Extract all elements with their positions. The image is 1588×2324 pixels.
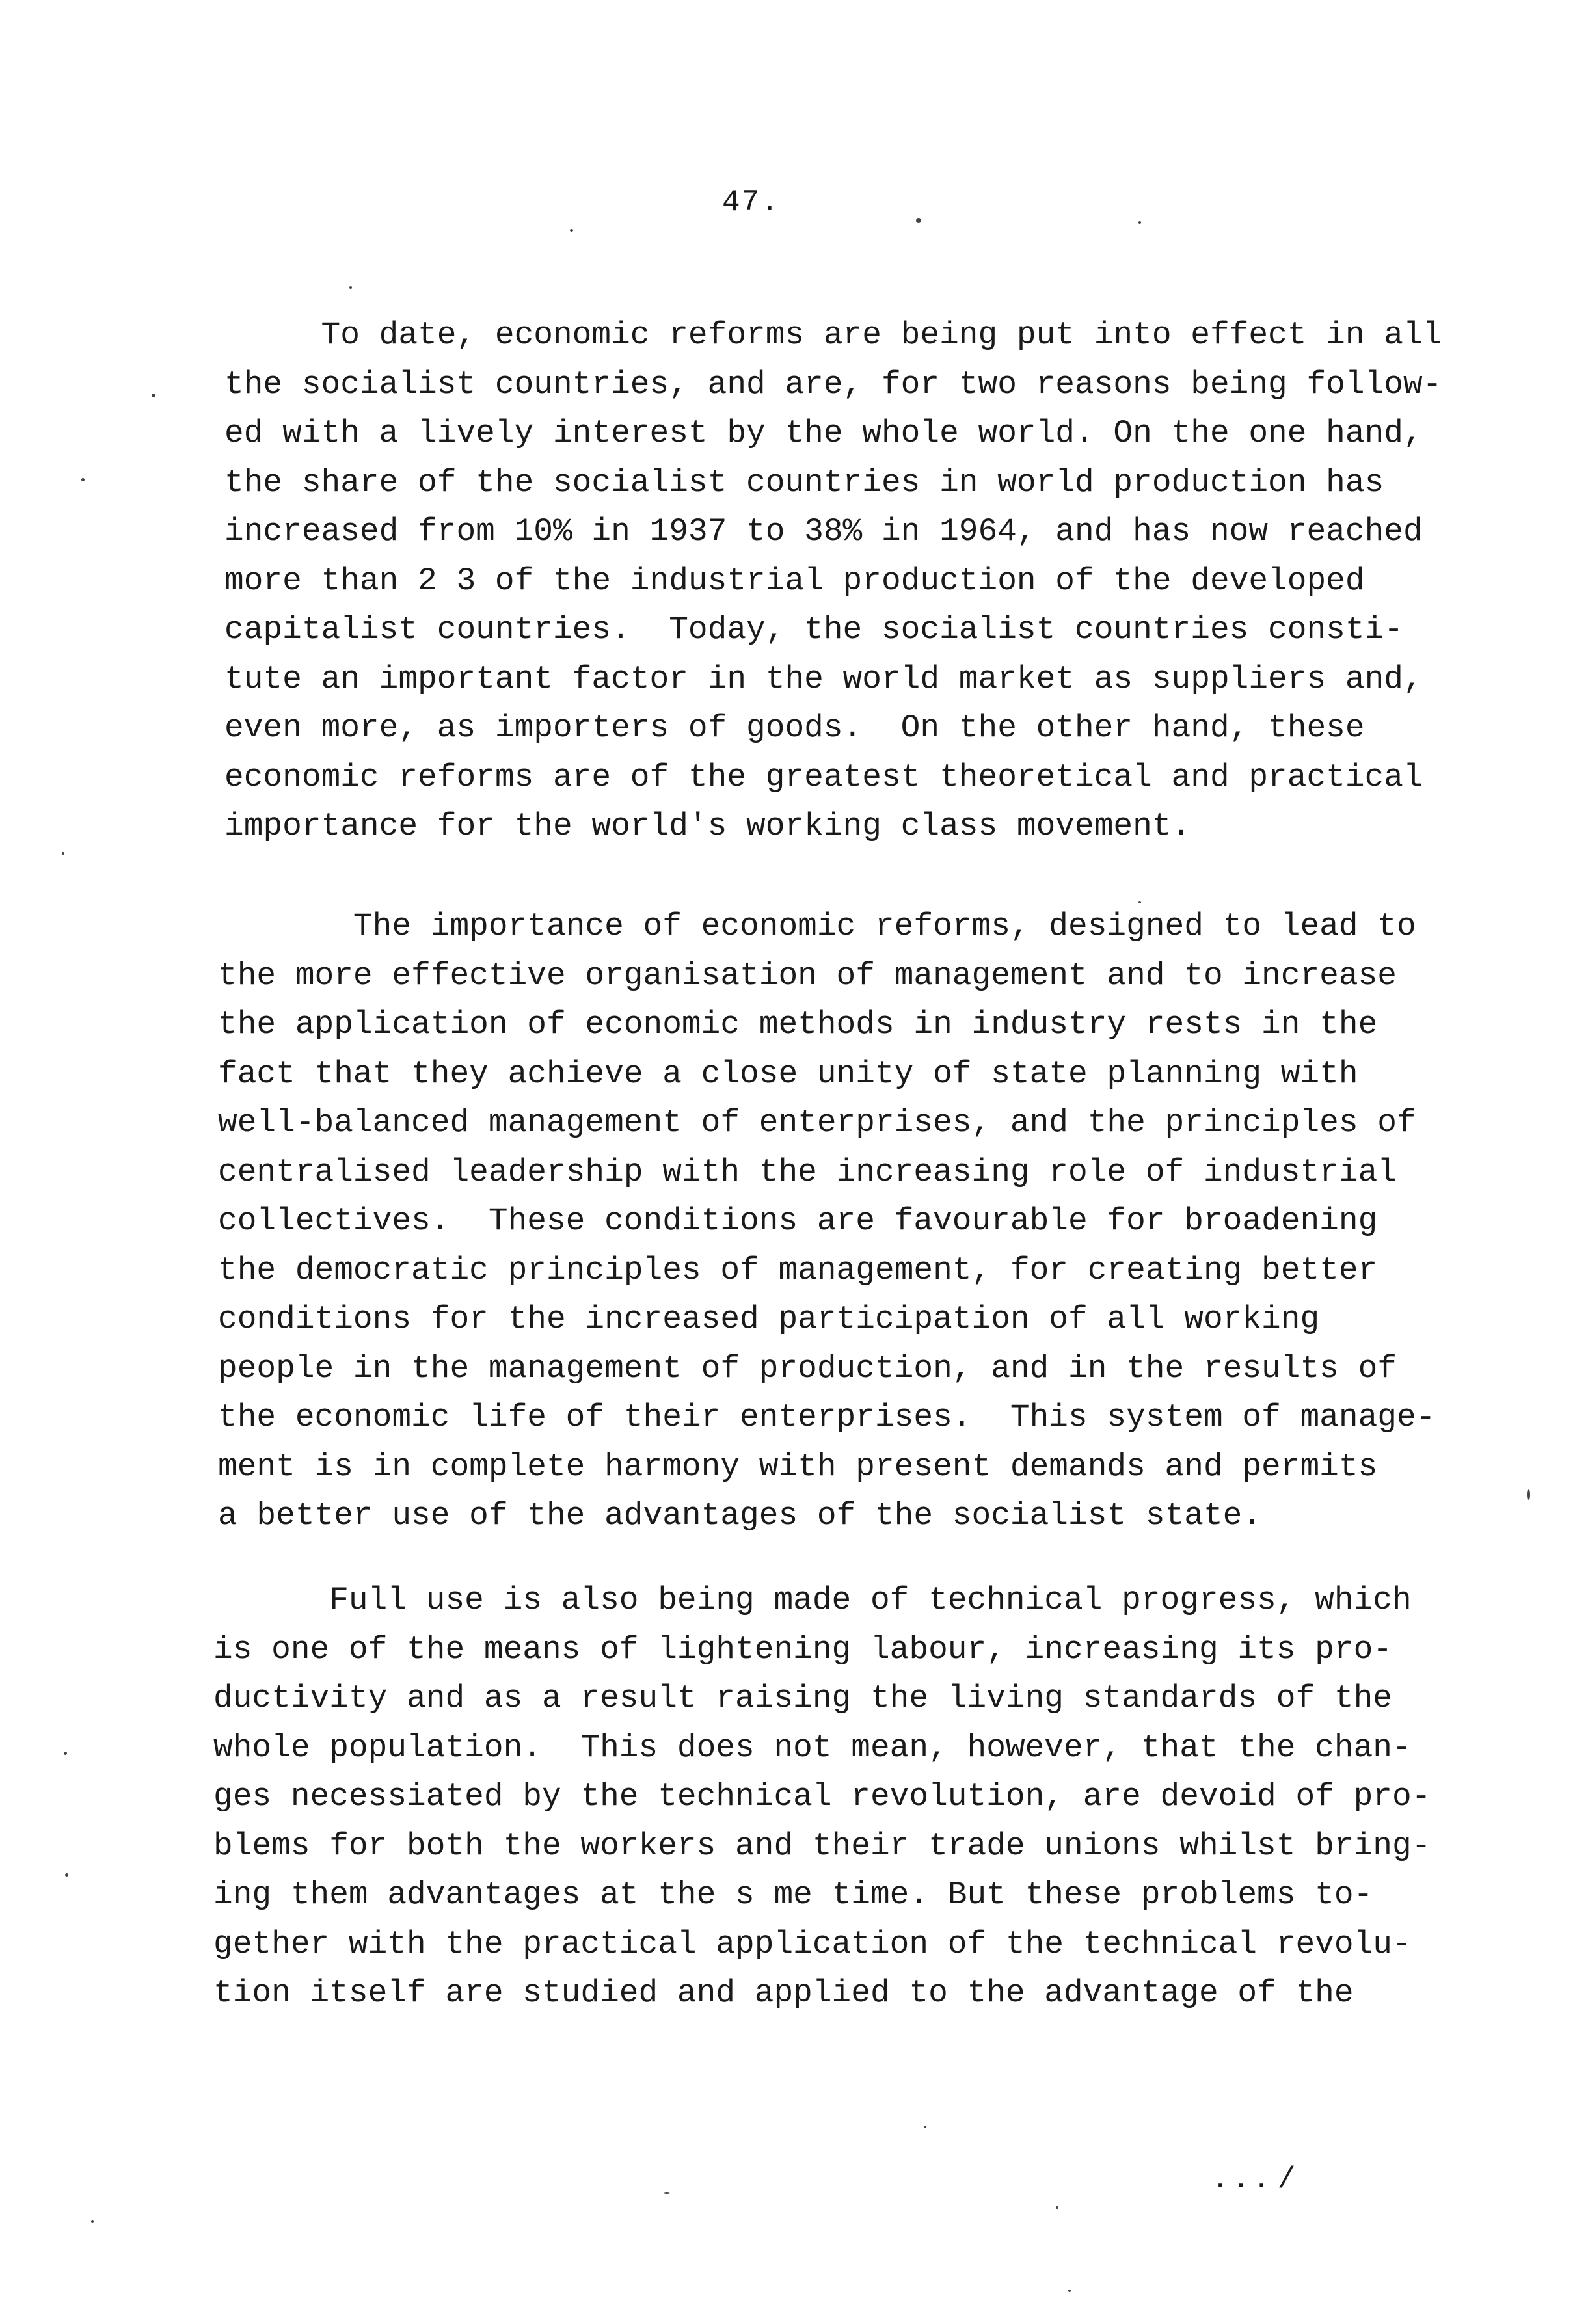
paragraph-importance-of-reforms — [218, 902, 1435, 1541]
scan-speck — [81, 478, 85, 481]
text-line: Full use is also being made of technical progress, which — [213, 1582, 1412, 1618]
text-line: economic reforms are of the greatest theoretical and practical — [224, 758, 1423, 795]
text-line: fact that they achieve a close unity of state planning with — [218, 1055, 1358, 1092]
scan-speck — [64, 1752, 67, 1755]
scan-speck — [152, 394, 155, 397]
scan-speck — [924, 2126, 926, 2128]
text-line: people in the management of production, and in the results of — [218, 1350, 1397, 1387]
scan-speck — [1138, 901, 1141, 903]
text-line: tion itself are studied and applied to the advantage of the — [213, 1975, 1354, 2011]
text-line: the democratic principles of management, for creating better — [218, 1251, 1378, 1289]
text-line: even more, as importers of goods. On the other hand, these — [224, 710, 1365, 746]
text-line: well-balanced management of enterprises, and the principles of — [218, 1104, 1416, 1141]
text-line: whole population. This does not mean, however, that the chan- — [213, 1729, 1412, 1766]
text-line: more than 2 3 of the industrial production of the developed — [224, 562, 1365, 599]
scan-speck — [62, 852, 64, 855]
scan-speck — [916, 218, 921, 223]
page-number: 47. — [722, 185, 780, 219]
text-line: To date, economic reforms are being put into effect in all — [224, 317, 1442, 353]
scan-speck — [1056, 2206, 1058, 2209]
scan-speck — [1527, 1489, 1530, 1500]
text-line: the share of the socialist countries in world production has — [224, 464, 1384, 501]
text-line: tute an important factor in the world market as suppliers and, — [224, 660, 1423, 697]
text-line: the socialist countries, and are, for two reasons being follow- — [224, 366, 1442, 403]
text-line: the application of economic methods in industry rests in the — [218, 1006, 1378, 1043]
text-line: The importance of economic reforms, designed to lead to — [218, 908, 1416, 944]
scan-speck — [570, 229, 573, 232]
text-line: gether with the practical application of the technical revolu- — [213, 1925, 1412, 1962]
text-line: centralised leadership with the increasing role of industrial — [218, 1153, 1397, 1190]
text-line: ductivity and as a result raising the living standards of the — [213, 1680, 1392, 1716]
paragraph-economic-reforms — [224, 311, 1442, 851]
paragraph-technical-progress — [213, 1576, 1431, 2018]
text-line: capitalist countries. Today, the socialist countries consti- — [224, 611, 1403, 648]
text-line: importance for the world's working class movement. — [224, 808, 1191, 844]
text-line: ges necessiated by the technical revolution, are devoid of pro- — [213, 1778, 1431, 1815]
text-line: increased from 10% in 1937 to 38% in 1964, and has now reached — [224, 513, 1423, 550]
text-line: ment is in complete harmony with present demands and permits — [218, 1448, 1378, 1485]
text-line: ing them advantages at the s me time. But these problems to- — [213, 1877, 1373, 1913]
scan-speck — [1068, 2290, 1071, 2292]
text-line: ed with a lively interest by the whole world. On the one hand, — [224, 415, 1423, 451]
continuation-mark: ... / — [1211, 2163, 1299, 2197]
text-line: the more effective organisation of management and to increase — [218, 957, 1397, 994]
text-line: blems for both the workers and their trade unions whilst bring- — [213, 1827, 1431, 1864]
scan-speck — [349, 286, 352, 289]
text-line: the economic life of their enterprises. This system of manage- — [218, 1399, 1436, 1436]
scan-speck — [664, 2192, 670, 2194]
text-line: is one of the means of lightening labour, increasing its pro- — [213, 1631, 1392, 1668]
text-line: conditions for the increased participation of all working — [218, 1301, 1320, 1337]
scan-speck — [65, 1873, 68, 1877]
scan-speck — [1138, 221, 1141, 224]
scan-speck — [91, 2220, 94, 2223]
text-line: collectives. These conditions are favourable for broadening — [218, 1203, 1378, 1239]
text-line: a better use of the advantages of the socialist state. — [218, 1497, 1262, 1534]
